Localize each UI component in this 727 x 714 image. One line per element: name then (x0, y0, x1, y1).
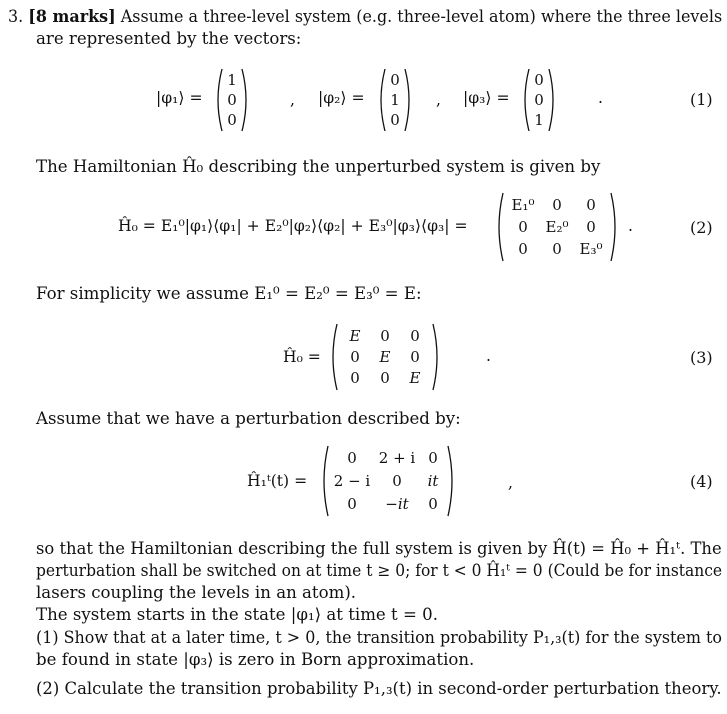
vector-entry: 0 (227, 111, 237, 129)
vector-entry: 0 (390, 111, 400, 129)
matrix-entry: E₁⁰ (511, 196, 535, 214)
matrix-entry: 0 (392, 471, 402, 490)
matrix-entry: E₃⁰ (579, 240, 603, 258)
matrix-entry: 0 (347, 449, 357, 468)
eq1-phi2-vector (376, 68, 414, 132)
matrix-entry: 0 (586, 196, 596, 214)
eq1-phi1-label: |φ₁⟩ = (156, 89, 203, 107)
eq1-phi1-vector (213, 68, 251, 132)
paragraph-line-1: so that the Hamiltonian describing the full system is given by Ĥ(t) = Ĥ₀ + Ĥ₁ᵗ. The (36, 539, 722, 558)
matrix-entry: 0 (518, 240, 528, 258)
eq3-lhs: Ĥ₀ = (283, 348, 321, 366)
matrix-entry: 0 (428, 449, 438, 468)
vector-entry: 0 (534, 71, 544, 89)
problem-intro-text: Assume a three-level system (e.g. three-level atom) where the three levels (120, 7, 723, 26)
right-paren-icon (447, 445, 457, 517)
matrix-entry: −it (385, 494, 409, 513)
eq1-period: . (598, 89, 603, 107)
eq1-separator: , (290, 91, 295, 109)
eq4-comma: , (508, 474, 513, 492)
perturbation-intro-text: Assume that we have a perturbation described by: (36, 409, 461, 428)
eq2-period: . (628, 217, 633, 235)
matrix-entry: 0 (428, 494, 438, 513)
eq1-phi3-label: |φ₃⟩ = (463, 89, 510, 107)
matrix-entry: 0 (410, 347, 420, 366)
matrix-entry: it (427, 471, 439, 490)
eq2-lhs: Ĥ₀ = E₁⁰|φ₁⟩⟨φ₁| + E₂⁰|φ₂⟩⟨φ₂| + E₃⁰|φ₃⟩⟨φ₃| = (118, 217, 468, 235)
matrix-entry: 0 (552, 196, 562, 214)
left-paren-icon (376, 68, 386, 132)
vector-entry: 1 (390, 91, 400, 109)
right-paren-icon (610, 192, 620, 262)
eq1-phi2-label: |φ₂⟩ = (318, 89, 365, 107)
question-1-line-2: be found in state |φ₃⟩ is zero in Born approximation. (36, 650, 475, 669)
vector-entry: 0 (227, 91, 237, 109)
left-paren-icon (319, 445, 329, 517)
matrix-entry: 0 (586, 218, 596, 236)
matrix-entry: E (409, 369, 421, 388)
paragraph-line-2: perturbation shall be switched on at time t ≥ 0; for t < 0 Ĥ₁ᵗ = 0 (Could be for instance (36, 561, 723, 580)
left-paren-icon (328, 323, 338, 391)
eq1-phi3-vector (520, 68, 558, 132)
matrix-entry: 0 (347, 494, 357, 513)
eq2-matrix (494, 192, 620, 262)
question-2-line: (2) Calculate the transition probability P₁,₃(t) in second-order perturbation theory. (36, 679, 722, 698)
eq1-separator: , (436, 91, 441, 109)
right-paren-icon (404, 68, 414, 132)
matrix-entry: 0 (410, 326, 420, 345)
vector-entry: 1 (227, 71, 237, 89)
left-paren-icon (494, 192, 504, 262)
simplicity-assumption-text: For simplicity we assume E₁⁰ = E₂⁰ = E₃⁰ = E: (36, 284, 422, 303)
paragraph-line-3: lasers coupling the levels in an atom). (36, 583, 357, 602)
matrix-entry: 0 (350, 369, 360, 388)
vector-entry: 0 (390, 71, 400, 89)
hamiltonian-intro-text: The Hamiltonian Ĥ₀ describing the unperturbed system is given by (36, 157, 601, 176)
problem-number: 3. (8, 7, 24, 26)
left-paren-icon (213, 68, 223, 132)
eq3-period: . (486, 347, 491, 365)
equation-number-4: (4) (690, 472, 713, 491)
matrix-entry: 0 (380, 326, 390, 345)
eq3-matrix (328, 323, 442, 391)
matrix-entry: E (379, 347, 391, 366)
right-paren-icon (241, 68, 251, 132)
matrix-entry: 0 (552, 240, 562, 258)
equation-number-2: (2) (690, 218, 713, 237)
matrix-entry: E₂⁰ (545, 218, 569, 236)
equation-number-3: (3) (690, 348, 713, 367)
eq4-matrix (319, 445, 457, 517)
problem-intro-line-1 (8, 6, 722, 27)
matrix-entry: 0 (350, 347, 360, 366)
problem-intro-line-2: are represented by the vectors: (36, 29, 302, 48)
right-paren-icon (432, 323, 442, 391)
left-paren-icon (520, 68, 530, 132)
problem-marks: [8 marks] (28, 6, 116, 26)
matrix-entry: 2 + i (378, 449, 416, 468)
vector-entry: 0 (534, 91, 544, 109)
paragraph-line-4: The system starts in the state |φ₁⟩ at time t = 0. (36, 605, 438, 624)
vector-entry: 1 (534, 111, 544, 129)
matrix-entry: 0 (380, 369, 390, 388)
right-paren-icon (548, 68, 558, 132)
question-1-line-1: (1) Show that at a later time, t > 0, the transition probability P₁,₃(t) for the system to (36, 628, 722, 647)
eq4-lhs: Ĥ₁ᵗ(t) = (247, 472, 308, 490)
equation-number-1: (1) (690, 90, 713, 109)
matrix-entry: 2 − i (333, 471, 371, 490)
matrix-entry: E (349, 326, 361, 345)
matrix-entry: 0 (518, 218, 528, 236)
